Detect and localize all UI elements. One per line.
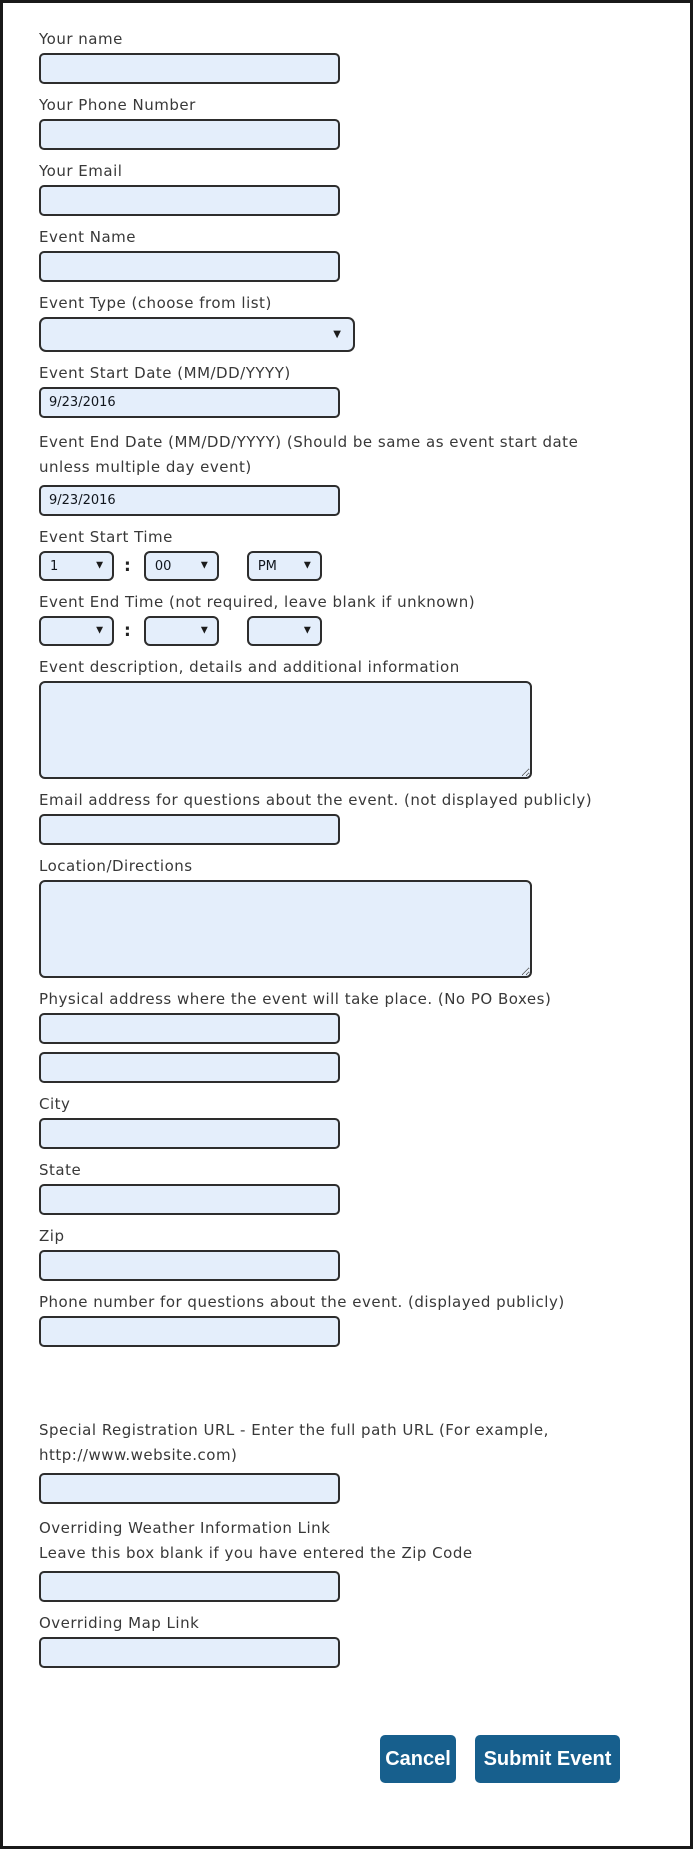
event-start-date-input[interactable] xyxy=(39,387,340,418)
chevron-down-icon: ▼ xyxy=(200,560,208,571)
chevron-down-icon: ▼ xyxy=(96,560,103,571)
start-minute-value: 00 xyxy=(154,558,172,574)
start-meridiem-select[interactable] xyxy=(247,551,322,581)
event-end-date-label: Event End Date (MM/DD/YYYY) (Should be same as event start date unless multiple day event) xyxy=(39,433,579,476)
end-hour-select[interactable] xyxy=(39,616,114,646)
your-name-label: Your name xyxy=(39,30,123,48)
event-start-time-label: Event Start Time xyxy=(39,528,173,546)
end-meridiem-select[interactable] xyxy=(247,616,322,646)
event-description-label: Event description, details and additional information xyxy=(39,658,460,676)
address-line1-input[interactable] xyxy=(39,1013,340,1044)
event-start-time-row xyxy=(39,551,690,581)
chevron-down-icon: ▼ xyxy=(333,328,341,340)
address-line2-input[interactable] xyxy=(39,1052,340,1083)
map-link-label: Overriding Map Link xyxy=(39,1614,200,1632)
your-email-label: Your Email xyxy=(39,162,123,180)
event-start-date-label: Event Start Date (MM/DD/YYYY) xyxy=(39,364,291,382)
chevron-down-icon: ▼ xyxy=(96,625,103,636)
start-minute-select[interactable] xyxy=(144,551,219,581)
your-phone-label: Your Phone Number xyxy=(39,96,196,114)
chevron-down-icon: ▼ xyxy=(303,625,311,636)
zip-label: Zip xyxy=(39,1227,65,1245)
start-hour-select[interactable] xyxy=(39,551,114,581)
contact-phone-label: Phone number for questions about the event. (displayed publicly) xyxy=(39,1293,565,1311)
submit-event-button[interactable]: Submit Event xyxy=(475,1735,620,1783)
contact-email-label: Email address for questions about the event. (not displayed publicly) xyxy=(39,791,593,809)
state-input[interactable] xyxy=(39,1184,340,1215)
city-input[interactable] xyxy=(39,1118,340,1149)
contact-email-input[interactable] xyxy=(39,814,340,845)
state-label: State xyxy=(39,1161,82,1179)
event-name-label: Event Name xyxy=(39,228,136,246)
chevron-down-icon: ▼ xyxy=(303,560,311,571)
chevron-down-icon: ▼ xyxy=(200,625,208,636)
your-name-input[interactable] xyxy=(39,53,340,84)
zip-input[interactable] xyxy=(39,1250,340,1281)
physical-address-label: Physical address where the event will take place. (No PO Boxes) xyxy=(39,990,552,1008)
start-meridiem-value: PM xyxy=(257,558,277,574)
weather-link-sublabel: Leave this box blank if you have entered the Zip Code xyxy=(39,1544,473,1562)
event-type-label: Event Type (choose from list) xyxy=(39,294,272,312)
event-description-textarea[interactable] xyxy=(39,681,532,779)
map-link-input[interactable] xyxy=(39,1637,340,1668)
weather-link-label: Overriding Weather Information Link xyxy=(39,1519,331,1537)
event-end-time-label: Event End Time (not required, leave blank if unknown) xyxy=(39,593,476,611)
event-end-date-input[interactable] xyxy=(39,485,340,516)
location-directions-label: Location/Directions xyxy=(39,857,193,875)
end-minute-select[interactable] xyxy=(144,616,219,646)
your-phone-input[interactable] xyxy=(39,119,340,150)
event-name-input[interactable] xyxy=(39,251,340,282)
time-colon: : xyxy=(124,556,131,576)
registration-url-input[interactable] xyxy=(39,1473,340,1504)
location-directions-textarea[interactable] xyxy=(39,880,532,978)
event-type-select[interactable] xyxy=(39,317,355,352)
form-actions xyxy=(39,1735,690,1783)
your-email-input[interactable] xyxy=(39,185,340,216)
cancel-button[interactable]: Cancel xyxy=(380,1735,456,1783)
event-end-time-row xyxy=(39,616,690,646)
weather-link-input[interactable] xyxy=(39,1571,340,1602)
time-colon: : xyxy=(124,621,131,641)
contact-phone-input[interactable] xyxy=(39,1316,340,1347)
city-label: City xyxy=(39,1095,71,1113)
registration-url-label: Special Registration URL - Enter the full path URL (For example, http://www.website.com) xyxy=(39,1421,549,1464)
start-hour-value: 1 xyxy=(50,558,59,574)
